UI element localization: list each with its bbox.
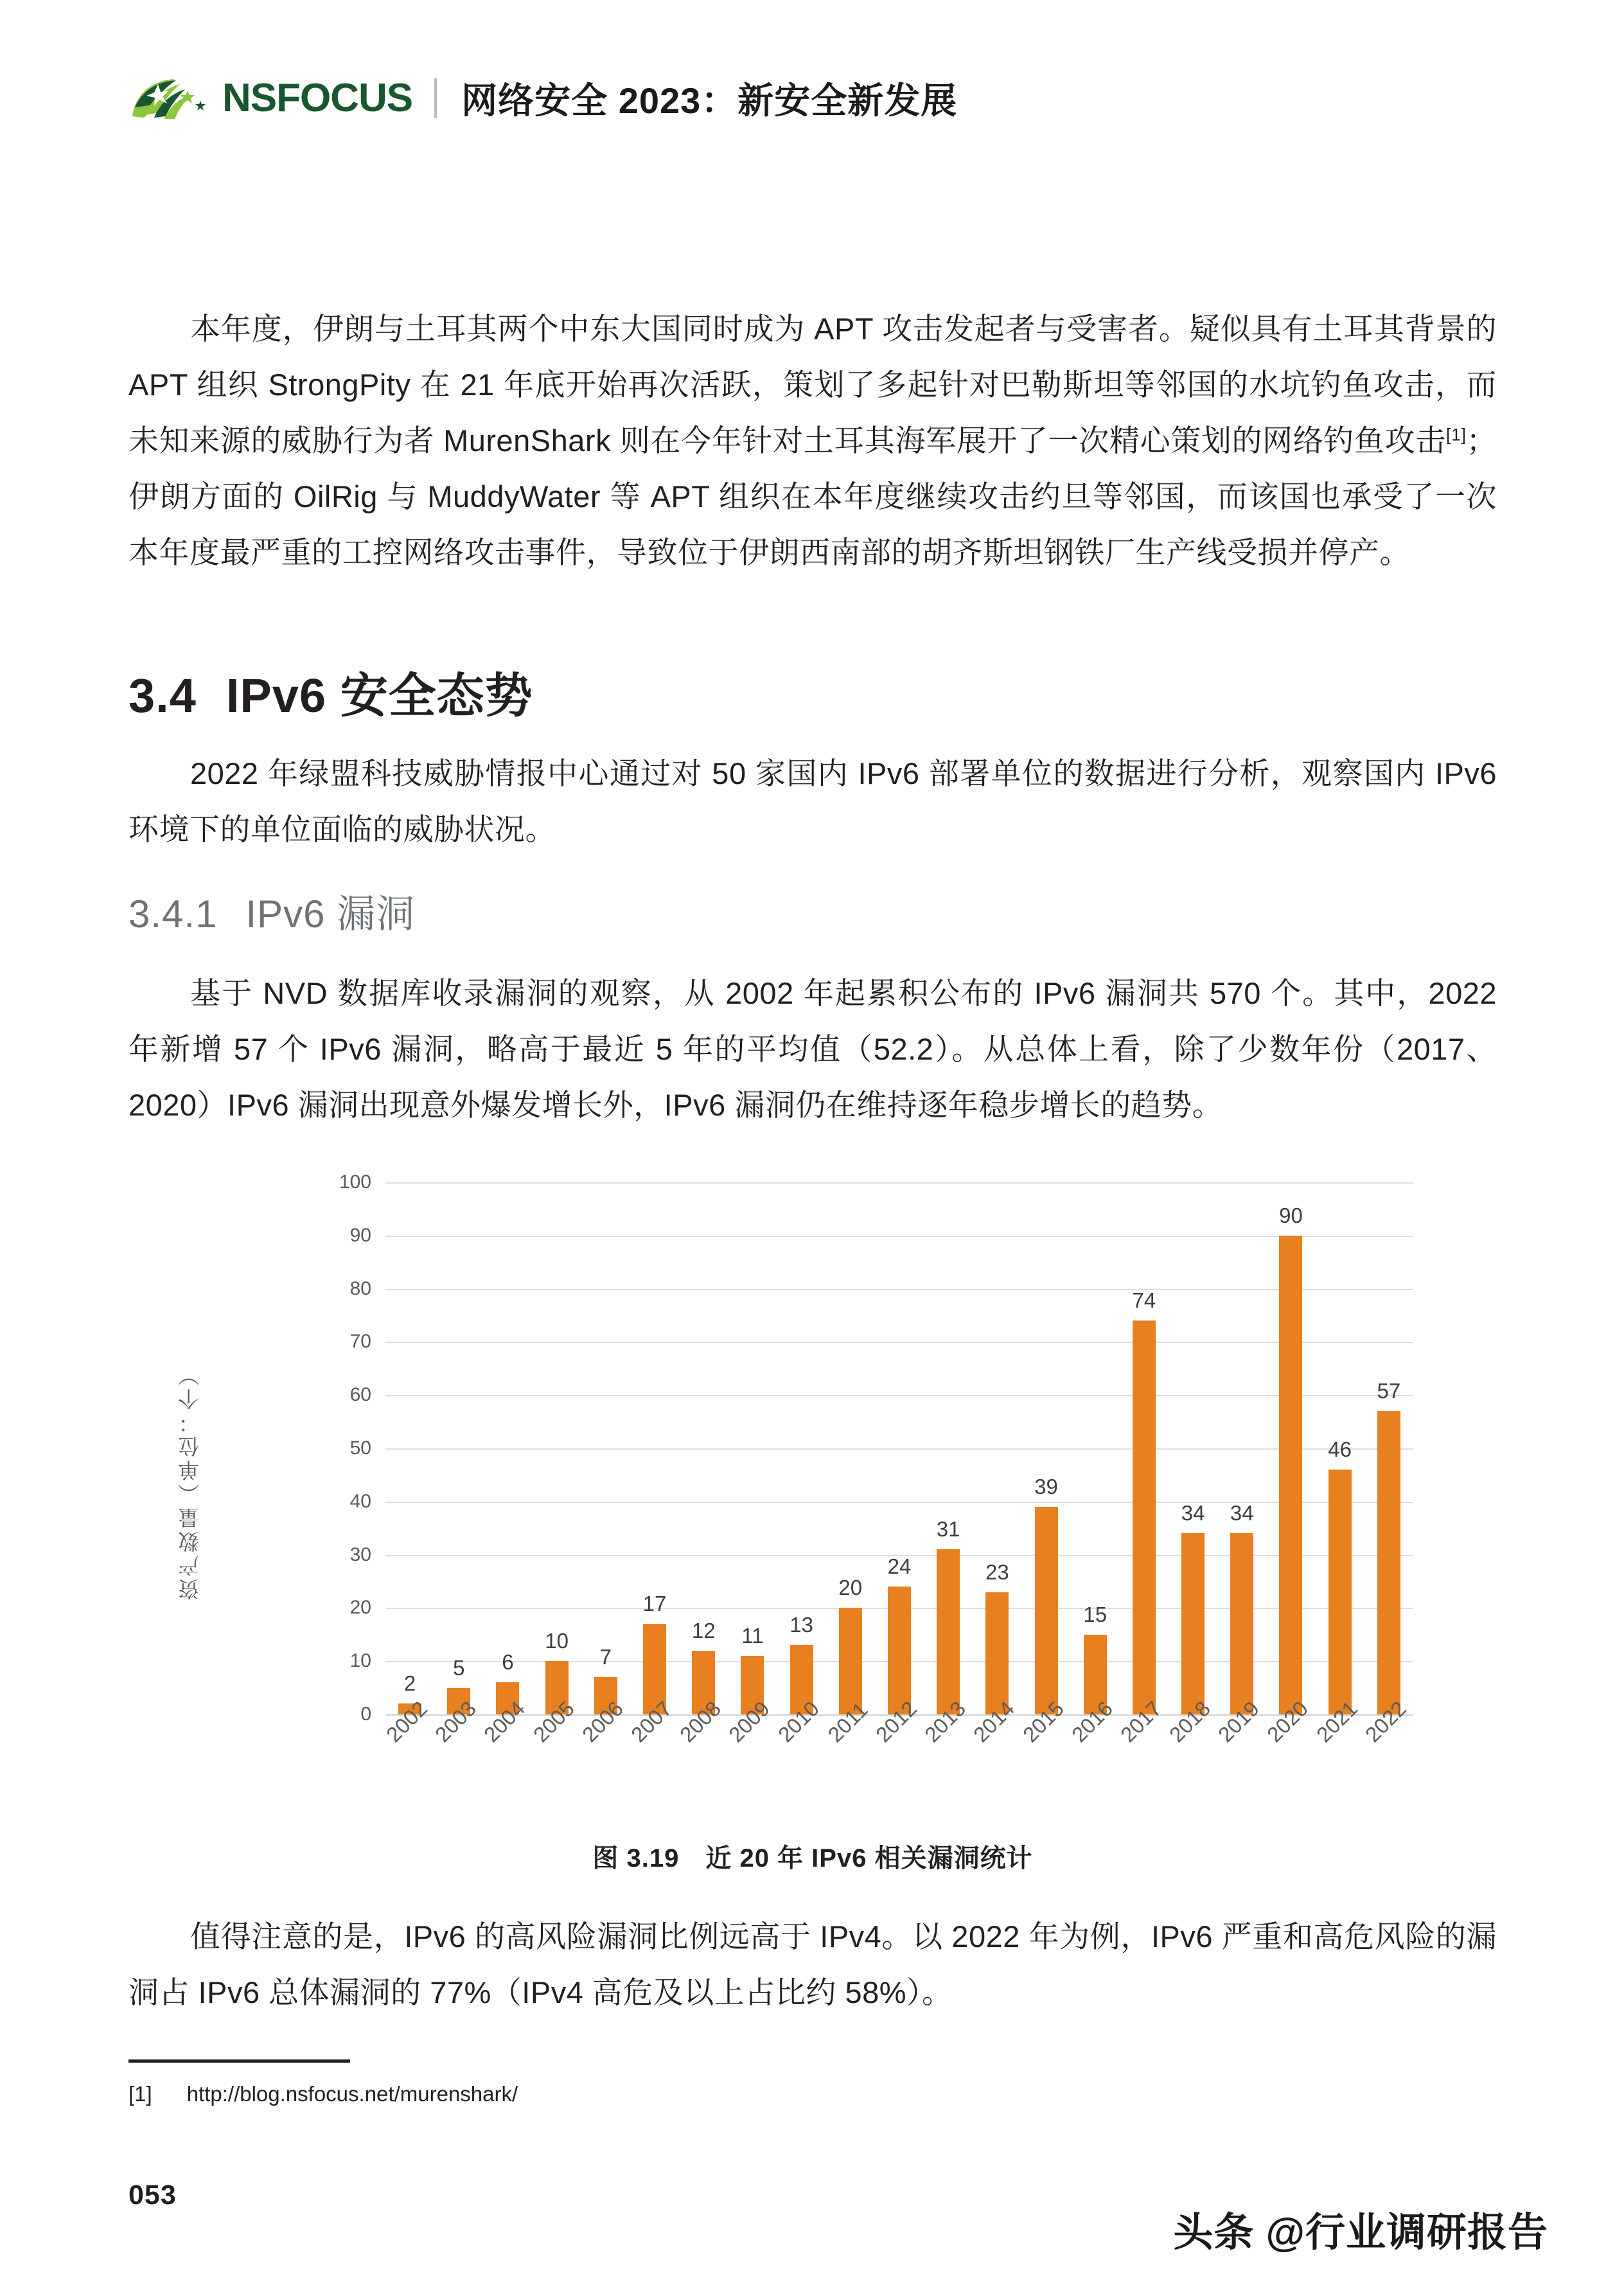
chart-bar-slot	[385, 1182, 434, 1714]
footnote-url[interactable]: http://blog.nsfocus.net/murenshark/	[186, 2082, 518, 2106]
nsfocus-flag-logo-icon	[128, 75, 213, 121]
chart-bar-slot	[1071, 1182, 1120, 1714]
chart-x-slot	[724, 1696, 777, 1820]
figure-3-19	[128, 1169, 1497, 1872]
section-heading-title: IPv6 安全态势	[225, 669, 533, 722]
chart-x-tick-label: 2004	[479, 1696, 530, 1747]
chart-x-slot	[920, 1696, 973, 1820]
chart-bar-value-label: 34	[1230, 1501, 1254, 1525]
chart-x-slot	[675, 1696, 728, 1820]
chart-bar-value-label: 7	[599, 1645, 612, 1669]
chart-x-tick-label: 2019	[1214, 1696, 1264, 1747]
chart-x-axis-labels	[382, 1696, 1413, 1820]
chart-x-tick-label: 2013	[920, 1696, 971, 1747]
chart-x-slot	[969, 1696, 1021, 1820]
chart-bar	[1181, 1533, 1205, 1714]
chart-bar-value-label: 6	[502, 1650, 514, 1675]
chart-bar-slot	[533, 1182, 581, 1714]
chart-x-tick-label: 2010	[773, 1696, 824, 1747]
chart-bar-slot	[924, 1182, 973, 1714]
chart-y-tick-label: 70	[349, 1331, 371, 1353]
chart-y-tick-label: 10	[349, 1650, 371, 1672]
chart-y-tick-label: 0	[360, 1703, 371, 1725]
chart-bar-value-label: 90	[1279, 1203, 1303, 1227]
chart-y-tick-label: 80	[349, 1277, 371, 1299]
chart-x-tick-label: 2017	[1115, 1696, 1166, 1747]
chart-bars	[385, 1182, 1413, 1714]
figure-caption: 图 3.19 近 20 年 IPv6 相关漏洞统计	[592, 1844, 1033, 1872]
chart-bar-slot	[1217, 1182, 1266, 1714]
chart-bar	[839, 1608, 862, 1714]
paragraph-ipv6-intro: 2022 年绿盟科技威胁情报中心通过对 50 家国内 IPv6 部署单位的数据进行分析，观察国内 IPv6 环境下的单位面临的威胁状况。	[128, 756, 1497, 846]
chart-bar	[1133, 1320, 1156, 1714]
chart-bar-slot	[630, 1182, 679, 1714]
page-number: 053	[128, 2180, 177, 2210]
page-header	[128, 69, 957, 127]
chart-x-slot	[626, 1696, 679, 1820]
section-heading-number: 3.4	[128, 669, 197, 722]
chart-y-tick-label: 20	[349, 1597, 371, 1619]
footnote-1	[128, 2082, 518, 2106]
chart-bar-slot	[777, 1182, 826, 1714]
chart-bar-slot	[1364, 1182, 1413, 1714]
chart-x-tick-label: 2006	[577, 1696, 628, 1747]
chart-bar-slot	[875, 1182, 924, 1714]
chart-x-tick-label: 2005	[528, 1696, 579, 1747]
chart-bar-value-label: 10	[545, 1629, 569, 1653]
chart-x-tick-label: 2008	[675, 1696, 726, 1747]
chart-bar-value-label: 5	[453, 1655, 465, 1680]
chart-bar	[985, 1592, 1009, 1714]
chart-bar	[937, 1549, 960, 1714]
chart-x-slot	[823, 1697, 875, 1820]
paragraph-apt-overview-text: 本年度，伊朗与土耳其两个中东大国同时成为 APT 攻击发起者与受害者。疑似具有土耳其背景的 APT 组织 StrongPity 在 21 年底开始再次活跃，策划了多起针对巴勒斯坦等邻国的水坑钓鱼攻击，而未知来源的威胁行为者 MurenShark 则在今年针对土耳其海军展开了一次精心策划的网络钓鱼攻击	[128, 312, 1497, 458]
chart-y-tick-label: 30	[349, 1543, 371, 1565]
header-divider	[434, 78, 437, 118]
chart-x-tick-label: 2020	[1262, 1696, 1313, 1747]
footnote-marker: [1]	[128, 2082, 152, 2106]
chart-bar-slot	[1169, 1182, 1217, 1714]
subsection-heading-3-4-1	[128, 893, 1497, 936]
chart-y-tick-label: 100	[339, 1171, 371, 1193]
chart-x-slot	[1311, 1696, 1364, 1820]
footnote-divider	[128, 2059, 350, 2063]
chart-bar-slot	[1120, 1182, 1169, 1714]
subsection-heading-number: 3.4.1	[128, 893, 218, 936]
chart-bar	[1328, 1470, 1352, 1714]
paragraph-nvd-stats: 基于 NVD 数据库收录漏洞的观察，从 2002 年起累积公布的 IPv6 漏洞共 570 个。其中，2022 年新增 57 个 IPv6 漏洞，略高于最近 5 年的平均值（52.2）。从总体上看，除了少数年份（2017、2020）IPv6 漏洞出现意外爆发增长外，IPv6 漏洞仍在维持逐年稳步增长的趋势。	[128, 976, 1497, 1122]
section-heading-3-4	[128, 670, 1497, 722]
chart-bar-value-label: 31	[936, 1517, 960, 1542]
chart-y-tick-label: 40	[349, 1490, 371, 1512]
chart-bar-value-label: 13	[790, 1613, 813, 1637]
chart-x-slot	[1214, 1696, 1266, 1820]
chart-x-tick-label: 2011	[823, 1697, 872, 1747]
chart-bar	[1035, 1507, 1058, 1714]
chart-x-tick-label: 2022	[1360, 1696, 1411, 1747]
chart-bar-value-label: 20	[838, 1576, 863, 1600]
chart-bar-value-label: 39	[1034, 1475, 1058, 1499]
chart-x-slot	[1360, 1696, 1413, 1820]
chart-x-slot	[1262, 1696, 1315, 1820]
footnote-ref-1: [1]	[1445, 425, 1467, 445]
chart-x-slot	[1018, 1696, 1070, 1820]
chart-x-tick-label: 2002	[382, 1696, 432, 1747]
chart-bar-slot	[973, 1182, 1021, 1714]
chart-x-slot	[577, 1696, 630, 1820]
chart-x-tick-label: 2014	[969, 1696, 1019, 1747]
chart-bar-value-label: 57	[1377, 1379, 1401, 1403]
chart-x-slot	[382, 1696, 434, 1820]
chart-x-tick-label: 2012	[870, 1696, 921, 1747]
chart-bar-value-label: 74	[1132, 1288, 1156, 1313]
chart-bar-slot	[581, 1182, 630, 1714]
chart-bar-slot	[1021, 1182, 1070, 1714]
chart-x-slot	[1115, 1696, 1169, 1820]
chart-x-slot	[1165, 1696, 1217, 1820]
watermark: 头条 @行业调研报告	[1173, 2210, 1548, 2255]
chart-bar-slot	[434, 1182, 483, 1714]
chart-x-slot	[430, 1696, 483, 1820]
chart-bar-value-label: 24	[887, 1554, 912, 1579]
chart-x-tick-label: 2018	[1165, 1696, 1215, 1747]
paragraph-apt-overview-text-cont: ；伊朗方面的 OilRig 与 MuddyWater 等 APT 组织在本年度继续攻击约旦等邻国，而该国也承受了一次本年度最严重的工控网络攻击事件，导致位于伊朗西南部的胡齐斯坦钢铁厂生产线受损并停产。	[128, 423, 1497, 569]
chart-y-tick-label: 90	[349, 1224, 371, 1246]
chart-bar-value-label: 15	[1083, 1602, 1108, 1626]
chart-bar	[1230, 1533, 1253, 1714]
chart-x-slot	[870, 1696, 924, 1820]
chart-bar-slot	[826, 1182, 875, 1714]
chart-bar-slot	[1316, 1182, 1364, 1714]
nsfocus-wordmark: NSFOCUS	[222, 76, 413, 120]
chart-x-tick-label: 2007	[626, 1696, 677, 1747]
chart-bar-value-label: 12	[691, 1618, 716, 1642]
header-title: 网络安全 2023：新安全新发展	[461, 80, 958, 121]
paragraph-high-risk-ratio: 值得注意的是，IPv6 的高风险漏洞比例远高于 IPv4。以 2022 年为例，IPv6 严重和高危风险的漏洞占 IPv6 总体漏洞的 77%（IPv4 高危及以上占比约 58%）。	[128, 1919, 1497, 2009]
chart-y-axis-title: 资产数量（单位：个）	[178, 1362, 202, 1600]
chart-x-slot	[1066, 1696, 1120, 1820]
paragraph-apt-overview	[128, 301, 1497, 580]
chart-bar-value-label: 46	[1328, 1437, 1352, 1462]
chart-x-tick-label: 2016	[1066, 1696, 1117, 1747]
subsection-heading-title: IPv6 漏洞	[245, 893, 416, 936]
chart-bar	[1279, 1236, 1302, 1714]
chart-y-tick-label: 60	[349, 1384, 371, 1406]
chart-bar	[888, 1587, 911, 1714]
chart-ipv6-vulnerabilities	[128, 1169, 1497, 1835]
chart-x-slot	[479, 1696, 532, 1820]
chart-x-tick-label: 2009	[724, 1696, 775, 1747]
chart-bar-value-label: 2	[403, 1671, 416, 1696]
chart-bar-value-label: 23	[985, 1560, 1009, 1584]
chart-bar-slot	[1266, 1182, 1315, 1714]
chart-bar-slot	[679, 1182, 728, 1714]
chart-x-tick-label: 2003	[430, 1696, 481, 1747]
chart-y-tick-label: 50	[349, 1437, 371, 1459]
chart-x-tick-label: 2015	[1018, 1696, 1068, 1747]
chart-x-slot	[773, 1696, 826, 1820]
chart-bar-slot	[728, 1182, 777, 1714]
chart-x-tick-label: 2021	[1311, 1696, 1362, 1747]
chart-x-slot	[528, 1696, 581, 1820]
chart-bar-slot	[483, 1182, 532, 1714]
chart-bar-value-label: 11	[741, 1623, 764, 1648]
chart-bar	[1377, 1411, 1400, 1714]
chart-bar-value-label: 34	[1181, 1501, 1205, 1525]
chart-bar-value-label: 17	[642, 1592, 667, 1616]
